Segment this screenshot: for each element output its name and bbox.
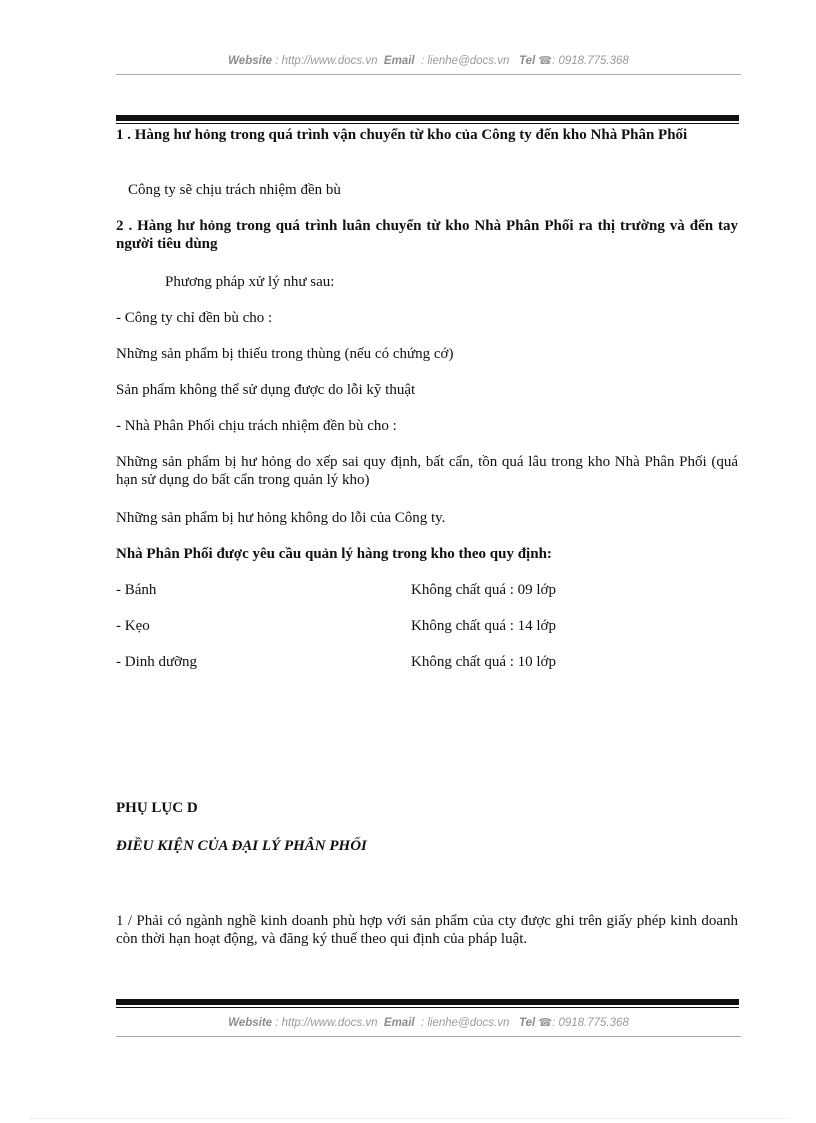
page-header bbox=[116, 54, 741, 67]
section1-heading: 1 . Hàng hư hỏng trong quá trình vận chuyển từ kho của Công ty đến kho Nhà Phân Phối bbox=[116, 127, 688, 143]
appendix-subtitle: ĐIỀU KIỆN CỦA ĐẠI LÝ PHÂN PHỐI bbox=[116, 838, 367, 854]
storage-rule-heading: Nhà Phân Phối được yêu cầu quản lý hàng trong kho theo quy định: bbox=[116, 546, 552, 562]
distributor-compensation-heading: - Nhà Phân Phối chịu trách nhiệm đền bù cho : bbox=[116, 418, 397, 434]
company-compensation-heading: - Công ty chỉ đền bù cho : bbox=[116, 310, 273, 326]
bottom-rule bbox=[116, 999, 739, 1005]
phone-icon: ☎ bbox=[538, 1017, 553, 1029]
method-intro: Phương pháp xử lý như sau: bbox=[165, 274, 335, 290]
phone-icon: ☎ bbox=[538, 55, 553, 67]
footer-email-label: Email bbox=[383, 1017, 415, 1029]
header-email-label: Email bbox=[383, 55, 415, 67]
page-edge-divider bbox=[30, 1118, 790, 1119]
condition-1: 1 / Phải có ngành nghề kinh doanh phù hợp với sản phẩm của cty được ghi trên giấy phép kinh doanh còn thời hạn hoạt động, và đăng ký thuế theo qui định của pháp luật. bbox=[116, 913, 738, 947]
stacking-product: - Kẹo bbox=[116, 618, 150, 634]
appendix-title: PHỤ LỤC D bbox=[116, 800, 198, 816]
section2-heading: 2 . Hàng hư hỏng trong quá trình luân chuyển từ kho Nhà Phân Phối ra thị trường và đến tay người tiêu dùng bbox=[116, 218, 738, 252]
footer-website-url[interactable]: : http://www.docs.vn bbox=[275, 1017, 378, 1029]
stacking-limit: Không chất quá : 14 lớp bbox=[411, 618, 556, 634]
footer-website-label: Website bbox=[228, 1017, 273, 1029]
distributor-item-1: Những sản phẩm bị hư hỏng do xếp sai quy định, bất cẩn, tồn quá lâu trong kho Nhà Phân Phối (quá hạn sử dụng do bất cẩn trong quản lý kho) bbox=[116, 454, 738, 488]
header-website-label: Website bbox=[228, 55, 273, 67]
footer-email-value[interactable]: : lienhe@docs.vn bbox=[420, 1017, 510, 1029]
header-divider bbox=[116, 74, 741, 75]
header-tel-value: : 0918.775.368 bbox=[552, 55, 629, 67]
header-tel-label: Tel bbox=[518, 55, 536, 67]
stacking-limit: Không chất quá : 09 lớp bbox=[411, 582, 556, 598]
company-item-2: Sản phẩm không thể sử dụng được do lỗi kỹ thuật bbox=[116, 382, 416, 398]
footer-tel-value: : 0918.775.368 bbox=[552, 1017, 629, 1029]
company-item-1: Những sản phẩm bị thiếu trong thùng (nếu có chứng cớ) bbox=[116, 346, 454, 362]
page-footer bbox=[116, 1016, 741, 1029]
distributor-item-2: Những sản phẩm bị hư hỏng không do lỗi của Công ty. bbox=[116, 510, 446, 526]
top-rule bbox=[116, 115, 739, 121]
header-website-url[interactable]: : http://www.docs.vn bbox=[275, 55, 378, 67]
header-email-value[interactable]: : lienhe@docs.vn bbox=[420, 55, 510, 67]
stacking-product: - Dinh dưỡng bbox=[116, 654, 198, 670]
footer-tel-label: Tel bbox=[518, 1017, 536, 1029]
footer-divider bbox=[116, 1036, 741, 1037]
stacking-product: - Bánh bbox=[116, 582, 157, 598]
stacking-limit: Không chất quá : 10 lớp bbox=[411, 654, 556, 670]
section1-text: Công ty sẽ chịu trách nhiệm đền bù bbox=[128, 182, 341, 198]
